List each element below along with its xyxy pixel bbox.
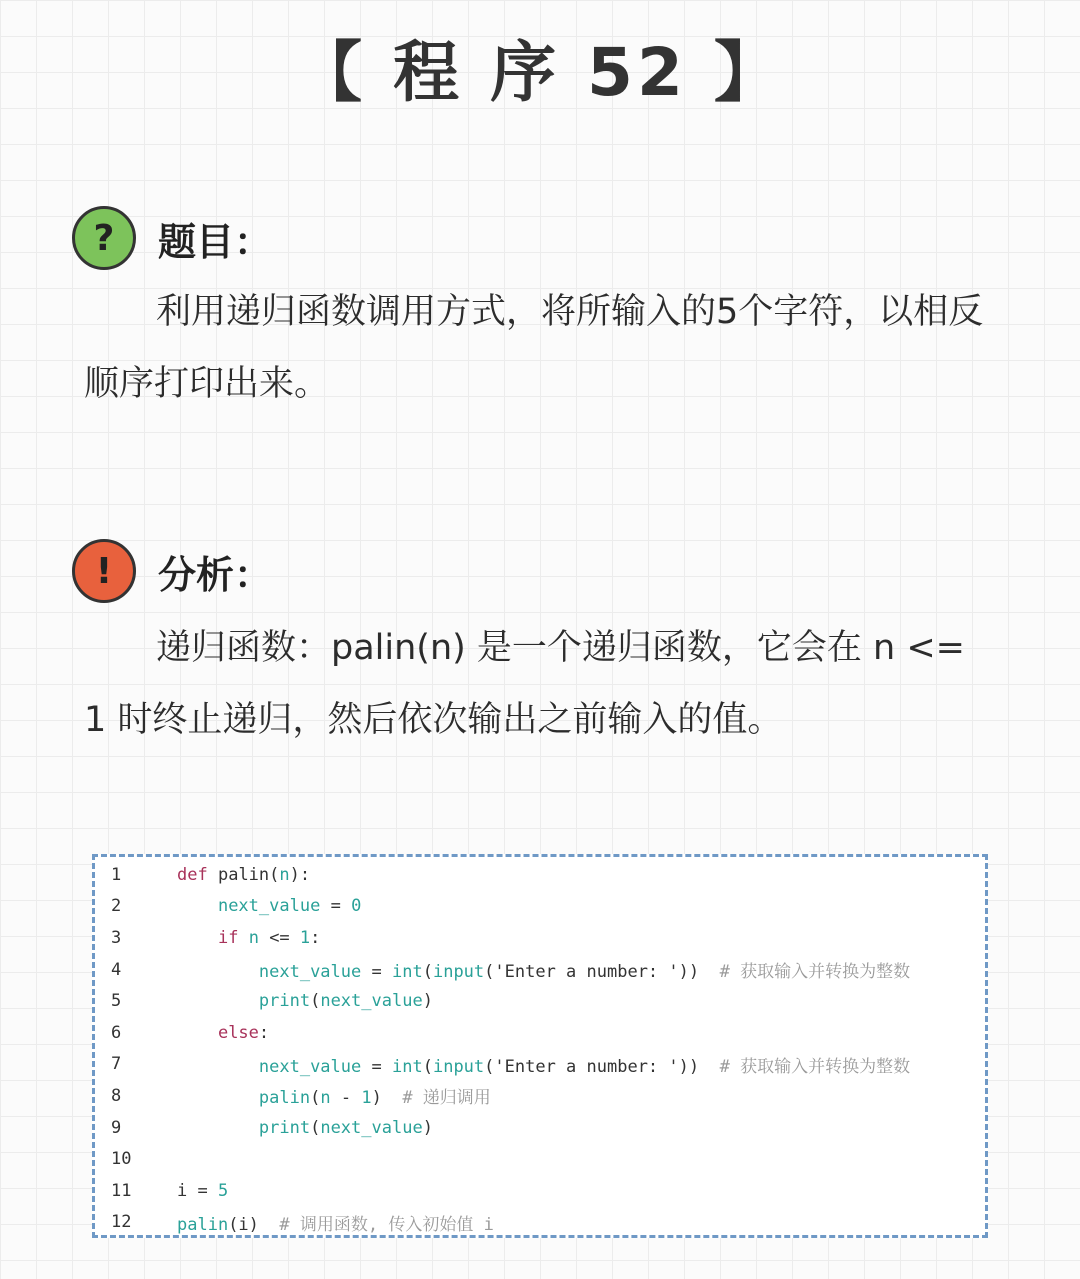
code-line — [95, 1080, 985, 1112]
code-text: print(next_value) — [258, 991, 433, 1012]
code-line — [95, 1143, 985, 1175]
code-text: palin(n - 1) # 递归调用 — [258, 1088, 491, 1109]
code-text: else: — [217, 1022, 270, 1043]
analysis-text: 递归函数：palin(n) 是一个递归函数，它会在 n <= 1 时终止递归，然后依次输出之前输入的值。 — [84, 628, 966, 740]
analysis-heading: 分析： — [158, 552, 273, 597]
code-line — [95, 1175, 985, 1207]
code-line — [95, 1017, 985, 1049]
question-text: 利用递归函数调用方式，将所输入的5个字符，以相反顺序打印出来。 — [84, 292, 984, 404]
code-line — [95, 954, 985, 986]
line-number: 6 — [111, 1022, 122, 1043]
question-mark-icon: ? — [72, 206, 136, 270]
code-text: next_value = 0 — [217, 896, 362, 917]
exclamation-icon: ! — [72, 539, 136, 603]
line-number: 8 — [111, 1085, 122, 1106]
line-number: 11 — [111, 1180, 132, 1201]
code-line — [95, 859, 985, 891]
code-line — [95, 985, 985, 1017]
line-number: 4 — [111, 959, 122, 980]
analysis-header — [72, 538, 272, 604]
line-number: 7 — [111, 1054, 122, 1075]
line-number: 12 — [111, 1212, 132, 1233]
code-text: if n <= 1: — [217, 927, 321, 948]
code-line — [95, 1049, 985, 1081]
page-title: 【 程 序 52 】 — [296, 34, 784, 111]
line-number: 2 — [111, 896, 122, 917]
code-line — [95, 1112, 985, 1144]
line-number: 10 — [111, 1149, 132, 1170]
code-text: next_value = int(input('Enter a number: ')) # 获取输入并转换为整数 — [258, 962, 911, 983]
line-number: 9 — [111, 1117, 122, 1138]
code-text: def palin(n): — [177, 864, 311, 885]
code-line — [95, 1207, 985, 1238]
code-line — [95, 891, 985, 923]
code-text: i = 5 — [177, 1180, 229, 1201]
code-text: palin(i) # 调用函数, 传入初始值 i — [177, 1214, 494, 1235]
code-line — [95, 922, 985, 954]
question-header — [72, 205, 272, 271]
code-text: print(next_value) — [258, 1117, 433, 1138]
line-number: 3 — [111, 927, 122, 948]
question-heading: 题目： — [158, 219, 273, 264]
line-number: 1 — [111, 864, 122, 885]
code-text: next_value = int(input('Enter a number: ')) # 获取输入并转换为整数 — [258, 1056, 911, 1077]
code-block — [92, 854, 988, 1238]
line-number: 5 — [111, 991, 122, 1012]
